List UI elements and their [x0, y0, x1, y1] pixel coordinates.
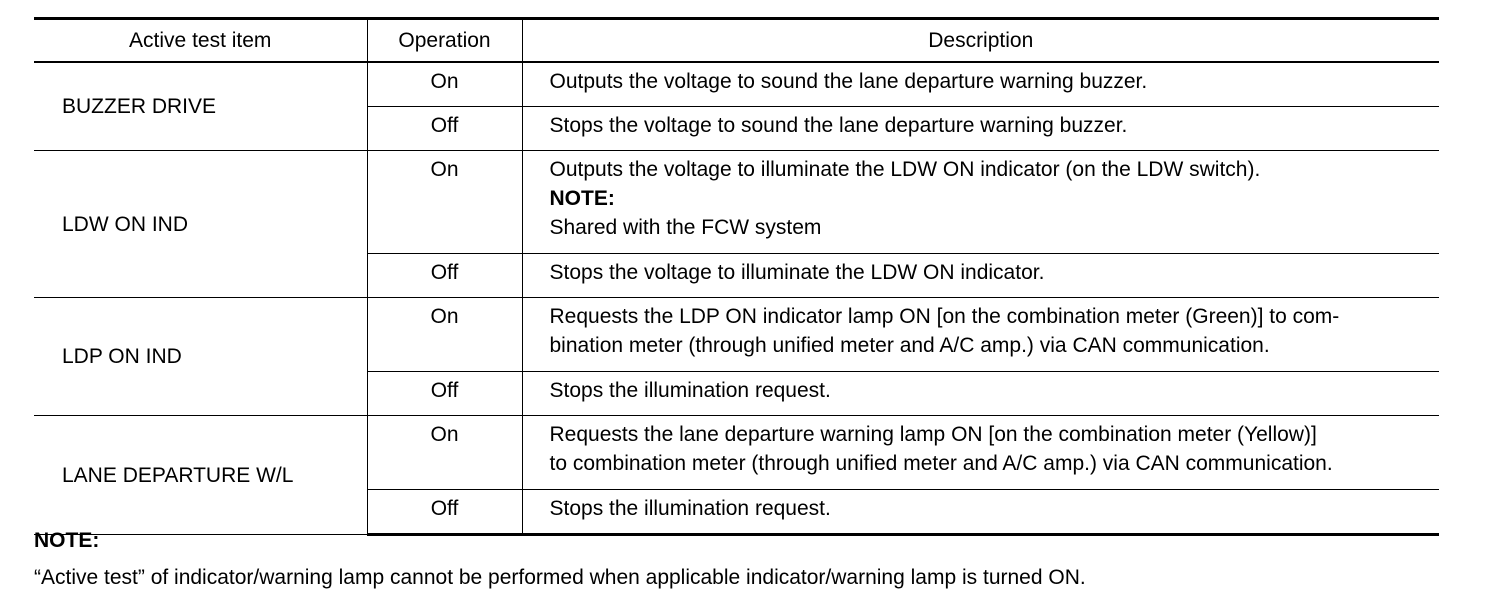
description-cell: Stops the illumination request. — [522, 490, 1439, 535]
description-cell — [522, 416, 1439, 490]
operation-cell: On — [367, 416, 522, 490]
table-header-row — [34, 19, 1439, 63]
description-line: Requests the LDP ON indicator lamp ON [on the combination meter (Green)] to com- — [549, 305, 1340, 328]
footer-note — [34, 527, 1086, 592]
description-cell: Outputs the voltage to sound the lane departure warning buzzer. — [522, 62, 1439, 107]
description-text: Outputs the voltage to illuminate the LDW ON indicator (on the LDW switch). — [549, 158, 1261, 181]
footer-note-text: “Active test” of indicator/warning lamp cannot be performed when applicable indicator/warning lamp is turned ON. — [34, 566, 1086, 589]
operation-cell: On — [367, 151, 522, 254]
description-cell: Stops the voltage to illuminate the LDW ON indicator. — [522, 254, 1439, 298]
header-operation: Operation — [367, 19, 522, 63]
description-line: Requests the lane departure warning lamp ON [on the combination meter (Yellow)] — [549, 423, 1317, 446]
table-row — [34, 416, 1439, 490]
table-row — [34, 151, 1439, 254]
description-cell: Stops the illumination request. — [522, 372, 1439, 416]
inline-note-label: NOTE: — [549, 187, 615, 210]
item-lane-departure-wl: LANE DEPARTURE W/L — [34, 416, 367, 535]
operation-cell: On — [367, 298, 522, 372]
header-description: Description — [522, 19, 1439, 63]
description-line: bination meter (through unified meter and A/C amp.) via CAN communication. — [549, 334, 1270, 357]
inline-note-text: Shared with the FCW system — [549, 216, 822, 239]
description-cell — [522, 298, 1439, 372]
operation-cell: On — [367, 62, 522, 107]
operation-cell: Off — [367, 254, 522, 298]
item-ldp-on-ind: LDP ON IND — [34, 298, 367, 416]
header-active-test-item: Active test item — [129, 28, 272, 52]
operation-cell: Off — [367, 490, 522, 535]
active-test-table — [34, 17, 1439, 536]
item-buzzer-drive: BUZZER DRIVE — [34, 62, 367, 151]
operation-cell: Off — [367, 107, 522, 151]
description-cell — [522, 151, 1439, 254]
item-ldw-on-ind: LDW ON IND — [34, 151, 367, 298]
footer-note-label: NOTE: — [34, 529, 100, 552]
active-test-table-container — [34, 17, 1439, 536]
operation-cell: Off — [367, 372, 522, 416]
table-row — [34, 298, 1439, 372]
description-line: to combination meter (through unified meter and A/C amp.) via CAN communication. — [549, 452, 1333, 475]
table-row — [34, 62, 1439, 107]
description-cell: Stops the voltage to sound the lane departure warning buzzer. — [522, 107, 1439, 151]
